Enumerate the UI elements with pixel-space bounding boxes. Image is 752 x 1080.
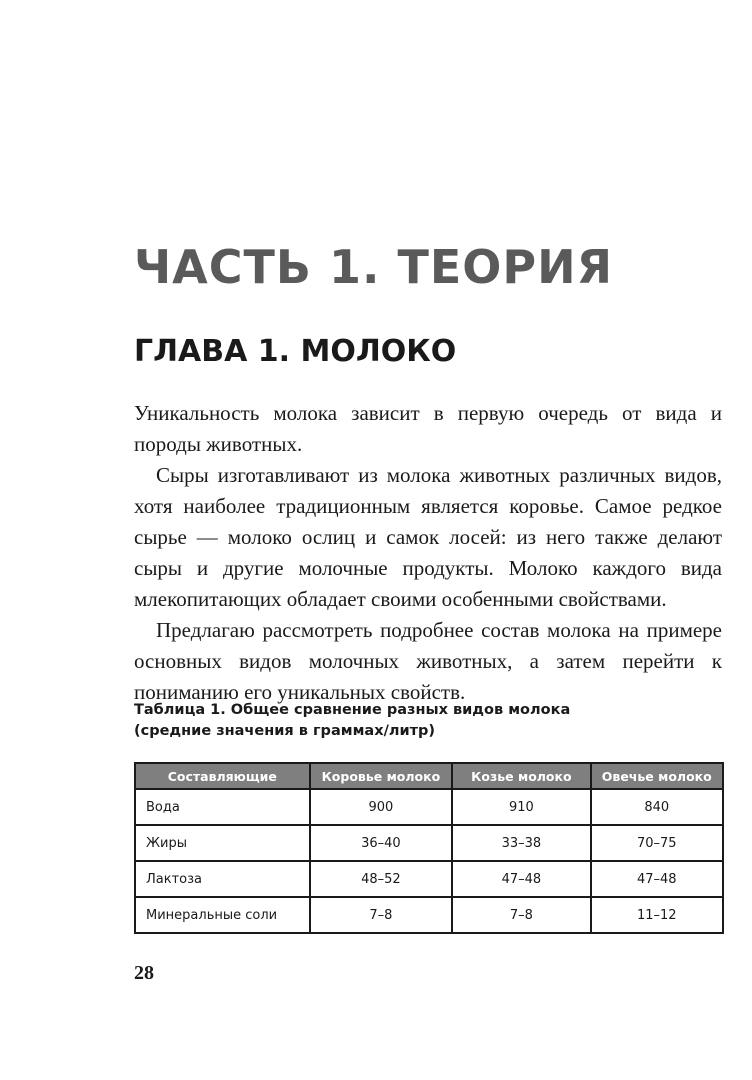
cell-goat: 910 xyxy=(452,789,590,825)
cell-sheep: 47–48 xyxy=(591,861,723,897)
cell-component: Жиры xyxy=(135,825,310,861)
paragraph-1: Уникальность молока зависит в первую очередь от вида и породы животных. xyxy=(134,401,722,456)
cell-cow: 900 xyxy=(310,789,453,825)
table-caption-line-1: Таблица 1. Общее сравнение разных видов молока xyxy=(134,702,571,718)
cell-cow: 7–8 xyxy=(310,897,453,933)
table-row xyxy=(135,789,723,825)
table-row xyxy=(135,861,723,897)
milk-comparison-table xyxy=(134,762,724,934)
table-caption-line-2: (средние значения в граммах/литр) xyxy=(134,723,436,739)
header-goat-milk: Козье молоко xyxy=(452,763,590,789)
header-cow-milk: Коровье молоко xyxy=(310,763,453,789)
page-number: 28 xyxy=(134,962,154,984)
cell-sheep: 840 xyxy=(591,789,723,825)
table-header-row xyxy=(135,763,723,789)
cell-goat: 7–8 xyxy=(452,897,590,933)
cell-goat: 33–38 xyxy=(452,825,590,861)
cell-sheep: 70–75 xyxy=(591,825,723,861)
cell-cow: 36–40 xyxy=(310,825,453,861)
paragraph-3: Предлагаю рассмотреть подробнее состав молока на примере основных видов молочных животных, а затем перейти к пониманию его уникальных свойств. xyxy=(134,618,722,704)
table-row xyxy=(135,897,723,933)
cell-component: Вода xyxy=(135,789,310,825)
paragraph-2: Сыры изготавливают из молока животных различных видов, хотя наиболее традиционным является коровье. Самое редкое сырье — молоко ослиц и самок лосей: из него также делают сыры и другие молочные продукты. Молоко каждого вида млекопитающих обладает своими особенными свойствами. xyxy=(134,463,722,611)
table-row xyxy=(135,825,723,861)
part-title: ЧАСТЬ 1. ТЕОРИЯ xyxy=(134,240,614,294)
cell-component: Лактоза xyxy=(135,861,310,897)
table-caption xyxy=(134,700,634,742)
cell-cow: 48–52 xyxy=(310,861,453,897)
header-sheep-milk: Овечье молоко xyxy=(591,763,723,789)
chapter-title: ГЛАВА 1. МОЛОКО xyxy=(134,334,457,369)
cell-component: Минеральные соли xyxy=(135,897,310,933)
header-components: Составляющие xyxy=(135,763,310,789)
body-text xyxy=(134,398,722,708)
cell-goat: 47–48 xyxy=(452,861,590,897)
cell-sheep: 11–12 xyxy=(591,897,723,933)
